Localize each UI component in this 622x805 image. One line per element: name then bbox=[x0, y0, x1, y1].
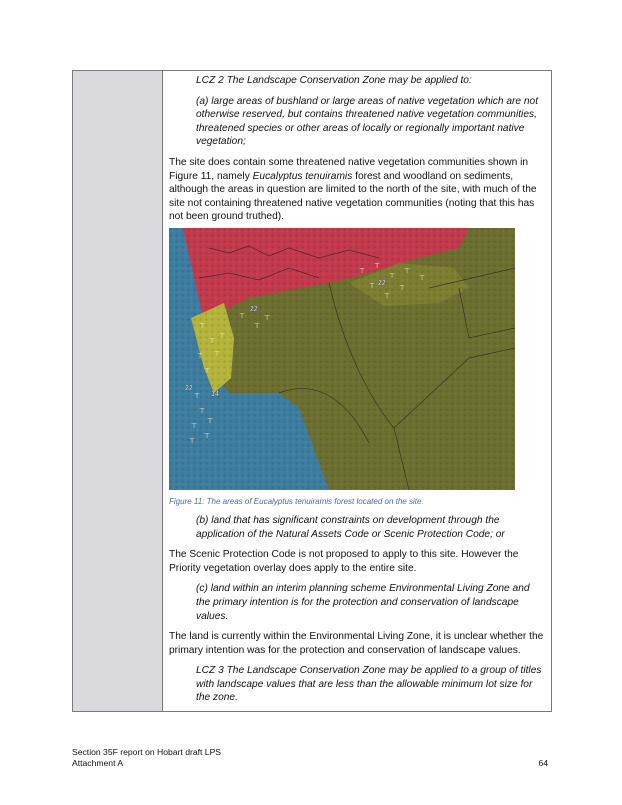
tree-symbol-icon: ⊤ bbox=[389, 271, 396, 280]
page-footer bbox=[72, 747, 552, 769]
figure-caption: Figure 11: The areas of Eucalyptus tenuiramis forest located on the site. bbox=[169, 496, 424, 506]
lcz3-clause: LCZ 3 The Landscape Conservation Zone may be applied to a group of titles with landscape values that are less than the allowable minimum lot size for the zone. bbox=[196, 665, 542, 704]
map-label: 22 bbox=[250, 305, 258, 313]
tree-symbol-icon: ⊤ bbox=[199, 321, 206, 330]
table-right-column bbox=[163, 71, 551, 711]
lcz2-clause-b: (b) land that has significant constraints on development through the application of the Natural Assets Code or Scenic Protection Code; or bbox=[196, 514, 505, 540]
tree-symbol-icon: ⊤ bbox=[189, 436, 196, 445]
tree-symbol-icon: ⊤ bbox=[209, 336, 216, 345]
tree-symbol-icon: ⊤ bbox=[404, 266, 411, 275]
page-number: 64 bbox=[538, 758, 548, 768]
tree-symbol-icon: ⊤ bbox=[204, 431, 211, 440]
map-label: 22 bbox=[378, 279, 386, 287]
paragraph-scenic-protection: The Scenic Protection Code is not proposed to apply to this site. However the Priority vegetation overlay does apply to the entire site. bbox=[169, 549, 519, 574]
tree-symbol-icon: ⊤ bbox=[194, 391, 201, 400]
footer-attachment: Attachment A bbox=[72, 758, 124, 768]
tree-symbol-icon: ⊤ bbox=[197, 351, 204, 360]
paragraph-environmental-living: The land is currently within the Environmental Living Zone, it is unclear whether the primary intention was for the protection and conservation of landscape values. bbox=[169, 631, 544, 656]
footer-report-title: Section 35F report on Hobart draft LPS bbox=[72, 747, 222, 757]
tree-symbol-icon: ⊤ bbox=[207, 416, 214, 425]
content-table bbox=[72, 70, 552, 712]
tree-symbol-icon: ⊤ bbox=[264, 313, 271, 322]
tree-symbol-icon: ⊤ bbox=[191, 421, 198, 430]
tree-symbol-icon: ⊤ bbox=[254, 321, 261, 330]
paragraph-text: forest and woodland on sediments, although the areas in question are limited to the north of the site, with much of the site not containing threatened native vegetation communities (noting that this has not been ground truthed). bbox=[169, 170, 537, 223]
tree-symbol-icon: ⊤ bbox=[239, 311, 246, 320]
lcz2-clause-a: (a) large areas of bushland or large areas of native vegetation which are not otherwise reserved, but contains threatened native vegetation communities, threatened species or other areas of locally or regionally important native vegetation; bbox=[196, 95, 539, 148]
figure-11-map bbox=[169, 228, 515, 490]
tree-symbol-icon: ⊤ bbox=[199, 406, 206, 415]
tree-symbol-icon: ⊤ bbox=[399, 283, 406, 292]
vegetation-map bbox=[169, 228, 515, 490]
table-left-column bbox=[73, 71, 163, 711]
map-label: 14 bbox=[211, 390, 219, 398]
tree-symbol-icon: ⊤ bbox=[369, 281, 376, 290]
tree-symbol-icon: ⊤ bbox=[204, 366, 211, 375]
lcz2-heading: LCZ 2 The Landscape Conservation Zone may be applied to: bbox=[196, 75, 472, 86]
imagery-texture bbox=[169, 228, 515, 490]
tree-symbol-icon: ⊤ bbox=[374, 261, 381, 270]
tree-symbol-icon: ⊤ bbox=[219, 331, 226, 340]
map-label: 22 bbox=[185, 384, 193, 392]
paragraph-text: The site does contain some threatened native vegetation communities shown in Figure 11, namely bbox=[169, 156, 529, 182]
tree-symbol-icon: ⊤ bbox=[214, 349, 221, 358]
paragraph-threatened-vegetation bbox=[169, 156, 545, 224]
species-name: Eucalyptus tenuiramis bbox=[252, 170, 353, 182]
tree-symbol-icon: ⊤ bbox=[359, 266, 366, 275]
lcz2-clause-c: (c) land within an interim planning scheme Environmental Living Zone and the primary intention is for the protection and conservation of landscape values. bbox=[196, 583, 530, 622]
tree-symbol-icon: ⊤ bbox=[419, 273, 426, 282]
tree-symbol-icon: ⊤ bbox=[384, 291, 391, 300]
